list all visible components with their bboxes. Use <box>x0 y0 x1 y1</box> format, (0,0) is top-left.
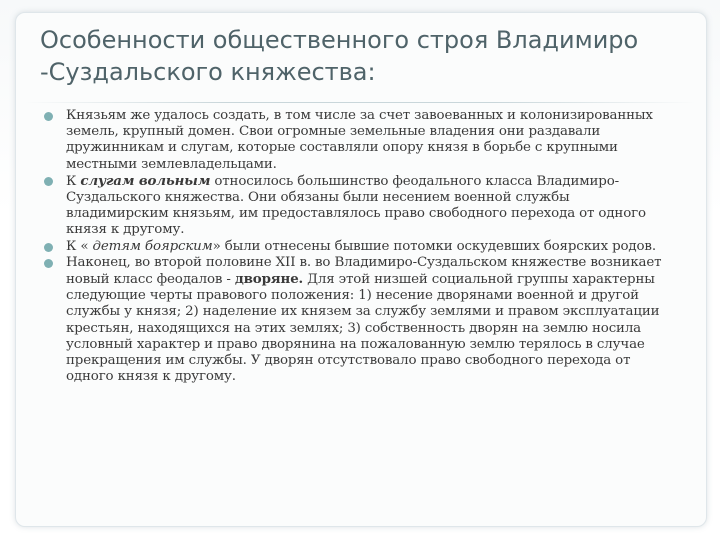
item-text-post: относилось большинство феодального класса Владимиро-Суздальского княжества. Они обязаны были несением военной службы владимирским князьям, им предоставлялось право свободного перехода от одного князя к другому. <box>66 173 646 238</box>
list-item <box>44 173 674 239</box>
bullet-dot-icon <box>44 177 53 186</box>
item-text-pre: К « <box>66 238 93 254</box>
bullet-dot-icon <box>44 259 53 268</box>
bullet-dot-icon <box>44 112 53 121</box>
list-item <box>44 108 674 173</box>
item-emphasis: детям боярским <box>92 238 213 254</box>
item-text-post: » были отнесены бывшие потомки оскудевших боярских родов. <box>212 238 656 254</box>
item-text-post: Для этой низшей социальной группы характерны следующие черты правового положения: 1) несение дворянами военной и другой службы у князя; 2) наделение их князем за службу землями и правом эксплуатации крестьян, находящихся на этих землях; 3) собственность дворян на землю носила условный характер и право дворянина на пожалованную землю терялось в случае прекращения им службы. У дворян отсутствовало право свободного перехода от одного князя к другому. <box>66 272 660 385</box>
list-item <box>44 255 674 386</box>
list-item <box>44 239 674 255</box>
title-line-1: Особенности общественного строя Владимиро <box>40 26 639 54</box>
title-divider <box>24 102 696 103</box>
slide-title <box>40 24 690 88</box>
item-text: Князьям же удалось создать, в том числе за счет завоеванных и колонизированных земель, крупный домен. Свои огромные земельные владения они раздавали дружинникам и слугам, которые составляли опору князя в борьбе с крупными местными землевладельцами. <box>66 108 653 172</box>
bullet-dot-icon <box>44 243 53 252</box>
item-text-pre: Наконец, во второй половине XII в. во Владимиро-Суздальском княжестве возникает новый класс феодалов - <box>66 254 662 288</box>
item-text-pre: К <box>66 173 81 189</box>
title-line-2: -Суздальского княжества: <box>40 58 376 86</box>
item-emphasis: слугам вольным <box>80 172 211 189</box>
item-strong: дворяне. <box>234 271 304 288</box>
bullet-list <box>44 108 674 385</box>
